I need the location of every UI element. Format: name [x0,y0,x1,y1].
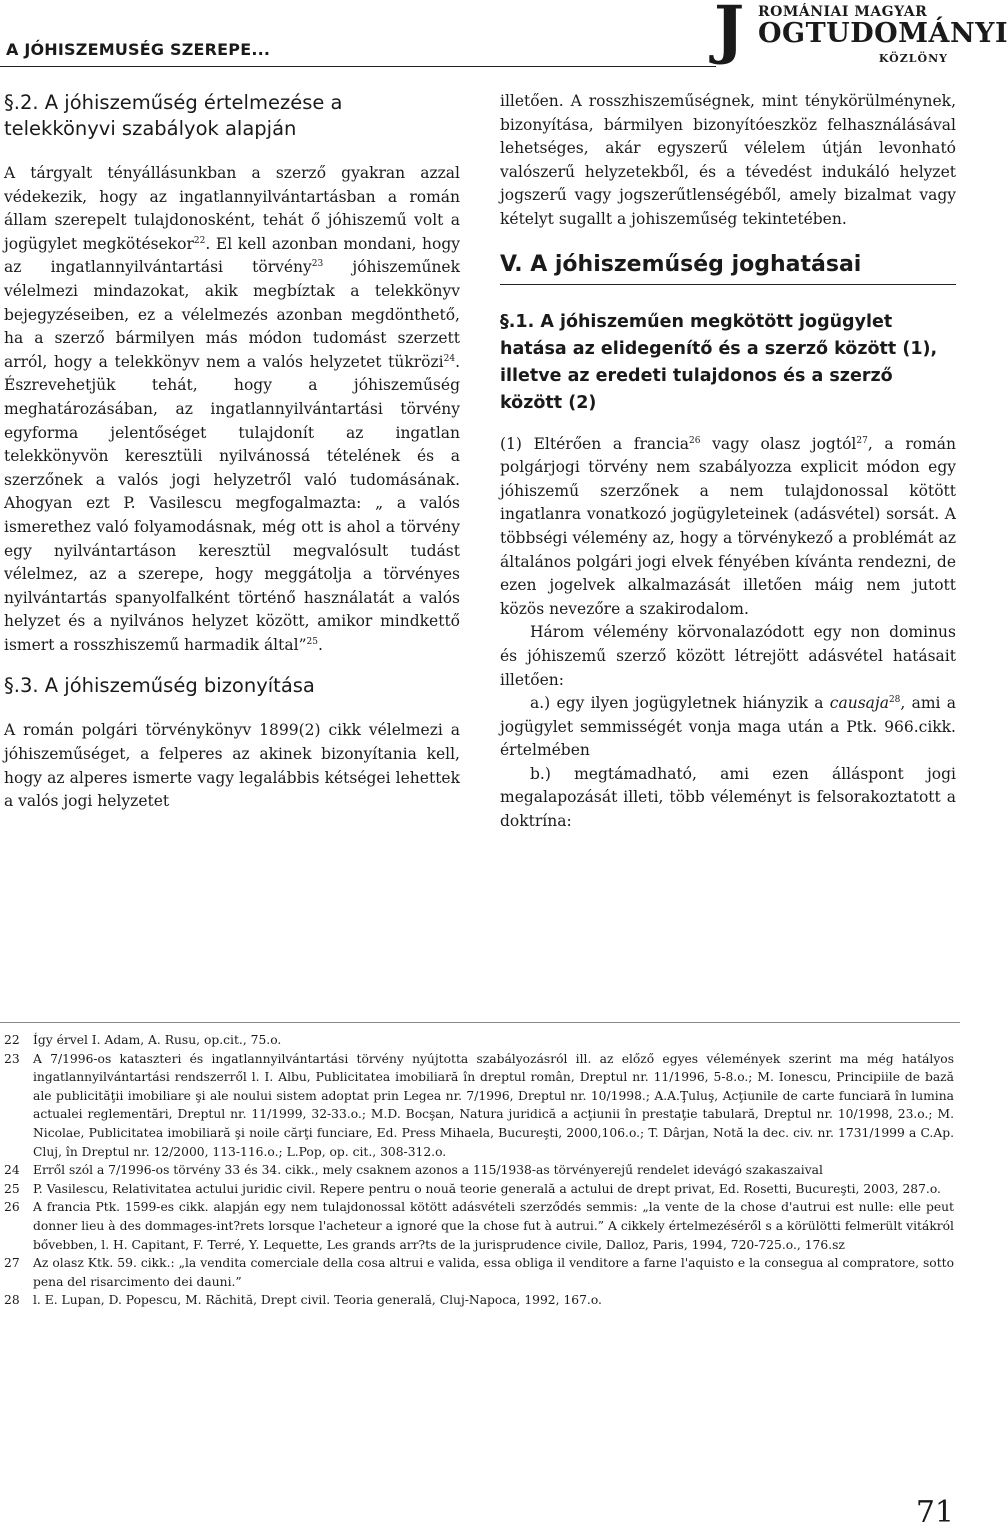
footnote-text: A francia Ptk. 1599-es cikk. alapján egy nem tulajdonossal kötött adásvételi szerződés semmis: „la vente de la chose d'autrui est nulle: elle peut donner lieu à des dommages-int?rets lorsque l'acheteur a ignoré que la chose fut à autrui.” A cikkely értelmezéséről s a körülötti felmerült vitákról bővebben, l. H. Capitant, F. Terré, Y. Lequette, Les grands arr?ts de la jurisprudence civile, Dalloz, Paris, 1994, 720-725.o., 176.sz [33,1200,954,1252]
text-run: jóhiszeműnek vélelmezi mindazokat, akik megbíztak a telekkönyv bejegyzéseiben, ez a vélelmezés azonban megdönthető, ha a szerző bármilyen más módon tudomást szerzett arról, hogy a telekkönyv nem a valós helyzetet tükrözi [4,258,460,371]
right-column [500,90,956,834]
text-run: , a román polgárjogi törvény nem szabályozza explicit módon egy jóhiszemű szerzőnek a nem tulajdonossal kötött ingatlanra vonatkozó jogügyleteinek (adásvétel) sorsát. A többségi vélemény az, hogy a törvénykező a problémát az általános polgári jogi elvek fényében kívánta rendezni, de ezen jogelvek alkalmazását illetően máig nem jutott közös nevezőre a szakirodalom. [500,434,956,618]
footnote [4,1050,954,1162]
text-run: . Észrevehetjük tehát, hogy a jóhiszeműség meghatározásában, az ingatlannyilvántartási törvény egyforma jelentőséget tulajdonít az ingatlan telekkönyvön keresztüli nyilvánossá tételének és a szerzőnek a valós jogi helyzetről való tudomásának. Ahogyan ezt P. Vasilescu megfogalmazta: „ a valós ismerethez való folyamodásnak, még ott is ahol a törvény egy nyilvántartáson keresztül megvalósult tudást vélelmez, az a szerepe, hogy meggátolja a törvényes nyilvántartás spanyolfalként történő használatát a valós helyzet és a nyilvános helyzet között, amikor mindkettő ismert a rosszhiszemű harmadik által” [4,352,460,654]
subsection-heading-1: §.1. A jóhiszeműen megkötött jogügylet hatása az elidegenítő és a szerző között (1), illetve az eredeti tulajdonos és a szerző között (2) [500,311,938,413]
footnote-ref-23[interactable]: 23 [311,259,324,270]
footnote-number: 28 [4,1293,20,1308]
footnote [4,1291,954,1310]
text-run: (1) Eltérően a francia [500,434,690,453]
footnote-rule [0,1022,960,1023]
chapter-heading-v: V. A jóhiszeműség joghatásai [500,250,956,285]
footnote [4,1254,954,1291]
footnote-number: 23 [4,1051,20,1066]
left-column [4,90,460,814]
footnote-text: Így érvel I. Adam, A. Rusu, op.cit., 75.o. [33,1033,282,1047]
logo-middle-line: OGTUDOMÁNYI [758,18,1008,49]
text-run: . [317,635,323,654]
footnote-ref-25[interactable]: 25 [306,636,318,647]
footnote-text: P. Vasilescu, Relativitatea actului juridic civil. Repere pentru o nouă teorie generală a actului de drept privat, Ed. Rosetti, Bucureşti, 2003, 287.o. [33,1181,941,1196]
footnote [4,1198,954,1254]
footnote-ref-27[interactable]: 27 [856,435,868,446]
paragraph-continuation: illetően. A rosszhiszeműségnek, mint ténykörülménynek, bizonyítása, bármilyen bizonyítóeszköz felhasználásával lehetséges, akár egyszerű vélelem útján levonható valószerű helyzetekből, és a tévedést indukáló helyzet jogszerű vagy jogszerűtlenségéből, amely bizalmat vagy kételyt sugallt a johiszeműség tekintetében. [500,92,956,228]
logo-top-line: ROMÁNIAI MAGYAR [758,4,928,20]
footnote-text: A 7/1996-os kataszteri és ingatlannyilvántartási törvény nyújtotta szabályozásról ill. az előző egyes vélemények szerint ma még hatályos ingatlannyilvántartási rendszerről l. I. Albu, Publicitatea imobiliară în dreptul român, Dreptul nr. 11/1996, 5-8.o.; M. Ionescu, Principiile de bază ale publicităţii imobiliare şi ale noului sistem adoptat prin Legea nr. 7/1996, Dreptul nr. 10/1998.; A.A.Ţuluş, Acţiunile de carte funciară în lumina actualei reglementări, Dreptul nr. 11/1999, 32-33.o.; M.D. Bocşan, Natura juridică a acţiunii în prestaţie tabulară, Dreptul nr. 10/1998, 23.o.; M. Nicolae, Publicitatea imobiliară şi noile cărţi funciare, Ed. Press Mihaela, Bucureşti, 2000,106.o.; T. Dârjan, Notă la dec. civ. nr. 1731/1999 a C.Ap. Cluj, în Dreptul nr. 12/2000, 113-116.o.; L.Pop, op. cit., 308-312.o. [33,1051,954,1159]
section-heading-3: §.3. A jóhiszeműség bizonyítása [4,674,315,698]
footnote-text: Az olasz Ktk. 59. cikk.: „la vendita comerciale della cosa altrui e valida, essa obliga il venditore a farne l'aquisto e la consegua al compratore, sotto pena del risarcimento dei dauni.” [33,1256,954,1289]
footnote-number: 24 [4,1163,20,1178]
list-item-a [500,692,956,763]
text-run: vagy olasz jogtól [700,434,857,453]
footnote-text: Erről szól a 7/1996-os törvény 33 és 34. cikk., mely csaknem azonos a 115/1938-as törvényerejű rendelet idevágó szakaszaival [33,1163,823,1178]
paragraph-good-faith [4,162,460,657]
text-run: , ami a jogügylet semmisségét vonja maga után a Ptk. 966.cikk. értelmében [500,694,956,760]
journal-logo [714,0,1008,68]
running-title: A JÓHISZEMUSÉG SZEREPE... [6,40,271,59]
paragraph-french-italian [500,433,956,622]
footnote-ref-24[interactable]: 24 [443,353,456,364]
footnote-number: 27 [4,1256,20,1271]
footnote-number: 25 [4,1181,20,1196]
footnote-text: l. E. Lupan, D. Popescu, M. Răchită, Drept civil. Teoria generală, Cluj-Napoca, 1992, 167.o. [33,1293,602,1308]
footnote-ref-26[interactable]: 26 [689,435,701,446]
page-number: 71 [915,1495,954,1530]
text-run: a.) egy ilyen jogügyletnek hiányzik a [530,694,830,713]
section-heading-2: §.2. A jóhiszeműség értelmezése a telekkönyvi szabályok alapján [4,91,343,140]
text-run: A tárgyalt tényállásunkban a szerző gyakran azzal védekezik, hogy az ingatlannyilvántartásban a román állam szerepelt tulajdonosként, tehát ő jóhiszemű volt a jogügylet megkötésekor [4,164,460,253]
footnote-ref-28[interactable]: 28 [888,694,901,705]
logo-letter: J [714,0,745,67]
logo-bottom-line: KÖZLÖNY [878,52,948,65]
footnote [4,1180,954,1199]
footnote-number: 22 [4,1033,20,1047]
paragraph-three-opinions: Három vélemény körvonalazódott egy non dominus és jóhiszemű szerző között létrejött adásvétel hatásait illetően: [500,623,956,689]
footnote [4,1161,954,1180]
italic-term: causaja [829,694,889,713]
footnote-ref-22[interactable]: 22 [193,235,206,246]
header-rule [0,66,716,67]
paragraph-proof: A román polgári törvénykönyv 1899(2) cikk vélelmezi a jóhiszeműséget, a felperes az akinek bizonyítania kell, hogy az alperes ismerte vagy legalábbis kétségei lehettek a valós jogi helyzetet [4,721,460,811]
footnote-number: 26 [4,1200,20,1215]
footnotes [4,1031,954,1310]
footnote [4,1031,954,1050]
text-run: . El kell azonban mondani, hogy az ingatlannyilvántartási törvény [4,234,461,277]
list-item-b: b.) megtámadható, ami ezen álláspont jogi megalapozását illeti, több véleményt is felsorakoztatott a doktrína: [500,764,956,831]
